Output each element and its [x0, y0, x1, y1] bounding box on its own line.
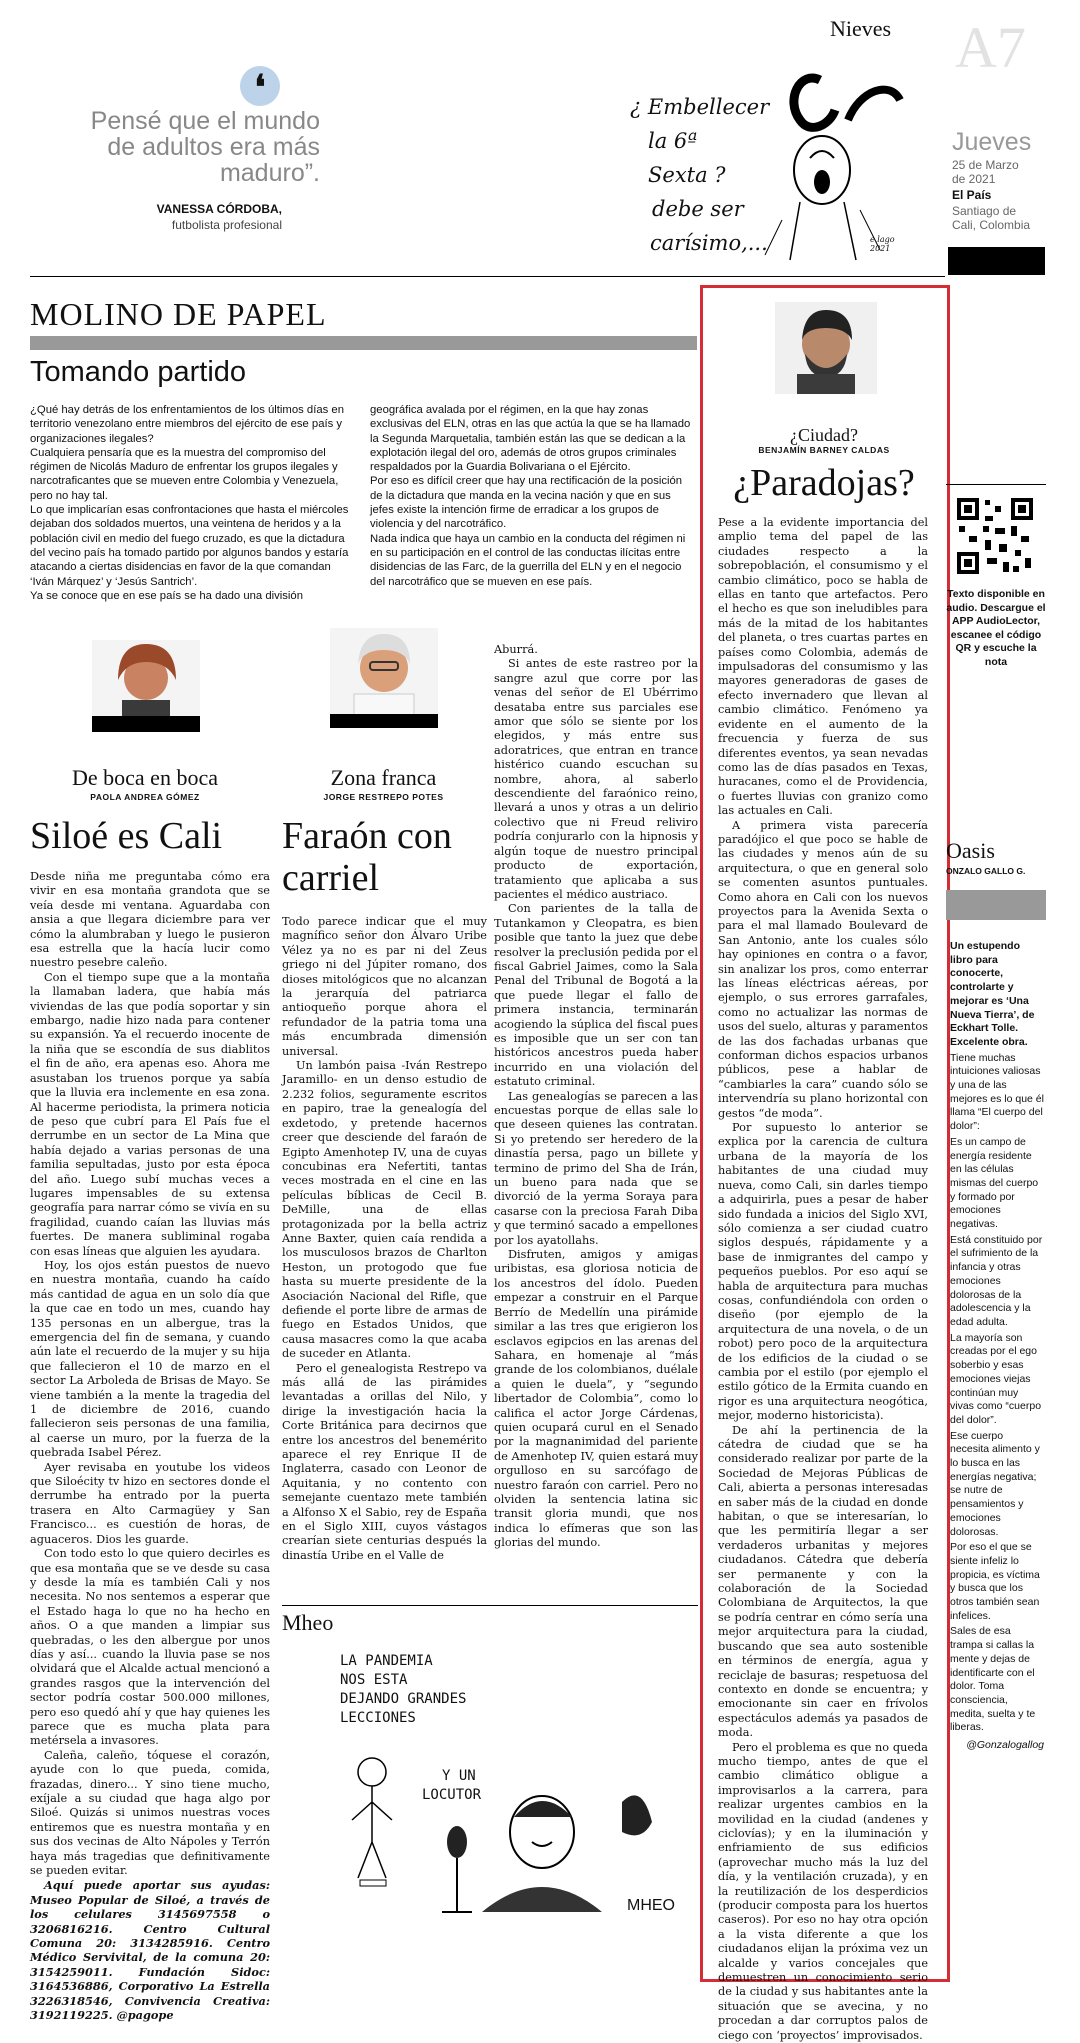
author-photo-barney	[775, 302, 877, 394]
portrait-bearded-man-icon	[775, 302, 877, 394]
editorial-title: Tomando partido	[30, 356, 247, 388]
headline-siloe: Siloé es Cali	[30, 815, 223, 857]
author-gallo: ONZALO GALLO G.	[946, 866, 1026, 876]
cartoon-nieves	[560, 60, 940, 270]
author-barney: BENJAMÍN BARNEY CALDAS	[758, 445, 890, 455]
header-rule	[30, 276, 945, 277]
oasis-gray-bar	[946, 890, 1046, 920]
article-paradojas-body: Pese a la evidente importancia del amplio tema del papel de las ciudades respecto a la sobrepoblación, el consumismo y el cambio climático, poco se habla de ellas en tanto que artefactos. Pero el hecho es que son ineludibles para más de la mitad de los habitantes del planeta, o tres cuartas partes en países como Colombia, además de impulsadoras del consumismo y las mayores generadoras de gases de efecto invernadero que llevan al cambio climático. Fenómeno ya evidente en el aumento de la frecuencia y fuerza de sus diferentes eventos, ya sean nevadas como las de días pasados en Texas, huracanes, como el de Providencia, o fuertes lluvias con granizo como las actuales en Cali. A primera vista parecería paradójico el que poco se hable de las ciudades y menos aún de su arquitectura, o que en general solo se comenten asuntos puntuales. Como ahora en Cali con los nuevos proyectos para la Avenida Sexta o para el mal llamado Boulevard de San Antonio, ante los cuales sólo hay opiniones en contra o a favor, sin analizar los pros, como enterrar las líneas eléctricas aéreas, por ejemplo, o sus errores garrafales, como no actualizar las normas de usos del suelo, alturas y paramentos de las dos fachadas urbanas que conforman dichos espacios urbanos públicos, pese a hablar de “cambiarles la cara” cuando sólo se intervendría su plano horizontal con gestos “de moda”. Por supuesto lo anterior se explica por la carencia de cultura urbana de la mayoría de los habitantes de una ciudad muy nueva, como Cali, sin darles tiempo a adquirirla, pues a pesar de haber sido fundada a inicios del Siglo XVI, sólo comienza a ser ciudad cuatro siglos después, rápidamente y a base de inmigrantes del campo y pequeños pueblos. Por eso aquí se habla de arquitectura para muchas cosas, confundiéndola con orden o diseño (por ejemplo de la arquitectura de una novela, o de un robot) pero poco de la arquitectura de los edificios de la ciudad o se cambia por el estilo (por ejemplo el estilo gótico de la Ermita cuando en rigor es una arquitectura neogótica, mejor, moderno historicista). De ahí la pertinencia de la cátedra de ciudad que se ha considerado realizar por parte de la Sociedad de Mejoras Públicas de Cali, abierta a personas interesadas en saber más de la ciudad en donde habitan, o que se interesarían, lo que les permitiría llegar a ser verdaderos urbanitas y mejores ciudadanos. Cátedra que debería ser permanente y con la colaboración de la Sociedad Colombiana de Arquitectos, la que se podría centrar en cómo sería una mejor arquitectura para la ciudad, buscando que sea auto sostenible en términos de energía, agua y reciclaje de basuras; respetuosa del contexto en donde se encuentra; y emocionante sin caer en frívolos espectáculos además ya pasados de moda. Pero el problema es que no queda mucho tiempo, antes de que el cambio climático obligue a improvisarlos a la carrera, para realizar urgentes cambios en la movilidad en la ciudad (andenes y ciclovías); y en la iluminación y enfriamiento de sus edificios (aprovechar mucho más la luz del día, y la ventilación cruzada), y en la reutilización de los desperdicios (producir composta para los huertos caseros). Por eso no hay otra opción a la vista diferente a que los ciudadanos elijan la próxima vez un alcalde y varios concejales que demuestren un conocimiento serio de la ciudad y sus habitantes ante la situación que se avecina, y no procedan a dar corruptos palos de ciego con ‘proyectos’ improvisados.	[718, 516, 928, 2042]
author-photo-gomez	[92, 640, 200, 732]
column-name-ciudad: ¿Ciudad?	[790, 425, 858, 445]
city: Santiago de Cali, Colombia	[952, 204, 1031, 232]
author-photo-restrepo	[330, 628, 438, 728]
portrait-man-icon	[330, 628, 438, 728]
author-restrepo: JORGE RESTREPO POTES	[323, 792, 444, 802]
editorial-column-1: ¿Qué hay detrás de los enfrentamientos de los últimos días en territorio venezolano entre miembros del ejército de ese país y organizaciones ilegales? Cualquiera pensaría que es la muestra del compromiso del régimen de Nicolás Maduro de enfrentar los grupos ilegales y narcotraficantes que se mueven entre Colombia y Venezuela, pero no hay tal. Lo que implicarían esas confrontaciones que hasta el miércoles dejaban dos soldados muertos, una veintena de heridos y a la población civil en medio del fuego cruzado, es que la dictadura del vecino país ha tomado partido por algunos bandos y estaría atacando a ciertas disidencias en favor de la que comandan ‘Iván Márquez’ y ‘Jesús Santrich’. Ya se conoce que en ese país se ha dado una división	[30, 404, 349, 602]
section-gray-bar	[30, 336, 697, 350]
author-gomez: PAOLA ANDREA GÓMEZ	[90, 792, 200, 802]
column-name-zona-franca: Zona franca	[330, 765, 437, 790]
headline-faraon: Faraón con carriel	[282, 815, 452, 899]
column-name-oasis: Oasis	[946, 838, 995, 863]
cartoon-mheo-drawing	[282, 1642, 698, 1927]
audio-top-rule	[946, 484, 1046, 485]
headline-paradojas: ¿Paradojas?	[733, 462, 915, 504]
cartoon-mheo-title: Mheo	[282, 1610, 334, 1635]
article-faraon-body-2: Aburrá. Si antes de este rastreo por la sangre azul que corre por las venas del señor de El Ubérrimo desataba entre sus parciales ese amor que sólo se siente por los elegidos, y más entre sus adoratrices, que entran en trance histérico cuando escuchan su nombre, ahora, al saberlo descendiente del faraónico reino, llevará a unos y otras a un delirio colectivo que ni Freud reliviro podría conjurarlo con la hipnosis y algún toque de nuestro principal producto de exportación, tratamiento que aplicaba a sus pacientes el médico austriaco. Con parientes de la talla de Tutankamon y Cleopatra, es bien posible que tanto la juez que debe resolver la preclusión pedida por el fiscal Gabriel Jaimes, como la Sala Penal del Tribunal de Bogotá a la que puede llegar el fallo de primera instancia, terminarán acogiendo la súplica del fiscal pues es imposible que un ser con tan históricos ancestros pueda haber incurrido en una violación del estatuto criminal. Las genealogías se parecen a las encuestas porque de ellas sale lo que deseen quienes las contratan. Si yo pretendo ser heredero de la dinastía persa, pago un billete y termino de primo del Sha de Irán, un bueno para nada que se divorció de la yerma Soraya para casarse con la preciosa Farah Diba y que terminó sacado a empellones por los ayatollahs. Disfruten, amigos y amigas uribistas, esa gloriosa noticia de los ancestros del ídolo. Pueden empezar a construir en el Parque Berrío de Medellín una pirámide similar a las tres que erigieron los esclavos egipcios en las arenas del Sahara, en homenaje al “más grande de los colombianos, duélale a quien le duela”, y “segundo libertador de Colombia”, como lo califica el actor Jorge Cárdenas, quien ocupará curul en el Senado por la magnanimidad del pariente de Amenhotep IV, quien estará muy orgulloso en su sarcófago de nuestro faraón con carriel. Pero no olviden la sentencia latina sic transit gloria mundi, que nos indica lo efímeras que son las glorias del mundo.	[494, 643, 698, 1550]
cartoon-mheo	[282, 1642, 698, 1927]
publication-date: 25 de Marzo de 2021	[952, 158, 1019, 186]
photo-black-band	[92, 716, 200, 732]
editorial-column-2: geográfica avalada por el régimen, en la que hay zonas exclusivas del ELN, otras en las que actúa la que se ha llamado la Segunda Marquetalia, también están las que se dedican a la explotación ilegal del oro, además de otros grupos criminales respaldados por la Guardia Bolivariana o el Ejército. Por eso es difícil creer que hay una rectificación de la posición de la dictadura que manda en la vecina nación y que en sus jefes existe la intención firme de erradicar a los grupos de violencia y del narcotráfico. Nada indica que haya un cambio en la conducta del régimen ni en su participación en el control de las conductas ilícitas entre disidencias de las Farc, de la guerrilla del ELN y en el negocio del narcotráfico que se mueven en ese país.	[370, 404, 691, 588]
cartoon-mheo-speech-2: Y UN LOCUTOR	[422, 1768, 482, 1803]
quote-mark-icon: ❛	[240, 66, 280, 106]
pull-quote-author: VANESSA CÓRDOBA,	[156, 202, 282, 216]
pull-quote-role: futbolista profesional	[171, 218, 282, 232]
photo-black-band	[330, 714, 438, 728]
section-title: MOLINO DE PAPEL	[30, 296, 327, 332]
article-faraon-body-1: Todo parece indicar que el muy magnífico señor don Álvaro Uribe Vélez ya no es par ni del Zeus griego ni del Júpiter romano, dos dioses mitológicos que no alcanzan la jerarquía del patriarca antioqueño porque ahora el refundador de la patria toma una más encumbrada dimensión universal. Un lambón paisa -Iván Restrepo Jaramillo- en un denso estudio de 2.232 folios, seguramente escritos en papiro, trae la genealogía del exdetodo, y pretende hacernos creer que desciende del faraón de Egipto Amenhotep IV, una de cuyas concubinas era Nefertiti, tantas veces mostrada en el cine en las películas bíblicas de Cecil B. DeMille, una de ellas protagonizada por la bella actriz Anne Baxter, quien caía rendida a los musculosos brazos de Charlton Heston, un protogodo que fue hasta su muerte presidente de la Asociación Nacional del Rifle, que defiende el porte libre de armas de fuego en Estados Unidos, que causa masacres como la que acaba de suceder en Atlanta. Pero el genealogista Restrepo va más allá de las pirámides levantadas a orillas del Nilo, y dirige la investigación hacia la Corte Británica para decirnos que entre los ancestros del benemérito aparece el rey Enrique II de Inglaterra, casado con Leonor de Aquitania, y no contento con semejante cuentazo mete también a Alfonso X el Sabio, rey de España en el Siglo XIII, cuyos vástagos crearían siete centurias después la dinastía Uribe en el Valle de	[282, 915, 487, 1562]
pull-quote-text: Pensé que el mundo de adultos era más maduro”.	[90, 107, 320, 187]
qr-code-icon[interactable]	[955, 496, 1035, 576]
cartoon-title: Nieves	[830, 16, 892, 41]
article-siloe-body: Desde niña me preguntaba cómo era vivir en esa montaña grandota que se veía desde mi ventana. Aguardaba con ansia a que llegara diciembre para ver cómo la alumbraban y luego le pusieron esa estrella que la hacía lucir como nuestro pesebre caleño. Con el tiempo supe que a la montaña la llamaban ladera, que había más viviendas de las que podía soportar y sin embargo, nadie hizo nada para contener su expansión. Ya el recuerdo inocente de la niña que se escondía de sus diablitos el fin de año, era apenas eso. Ahora me asustaban los truenos porque ya sabía que la lluvia era inclemente en esa zona. Al hacerme periodista, la primera noticia de peso que cubrí para El País fue el derrumbe en un sector de La Mina que había dejado a varias personas de una familia sepultadas, justo por esta época del año. Luego subí muchas veces a lugares impensables de su extensa geografía para narrar cómo se vivía en su fragilidad, cuando caían las lluvias más fuertes. De manera subliminal rogaba con esas líneas que alguien les ayudara. Hoy, los ojos están puestos de nuevo en nuestra montaña, cuando ha caído más cantidad de agua en un solo día que la que cae en todo un mes, cuando hay 135 personas en un albergue, tras la emergencia del fin de semana, y cuando aún late el recuerdo de la mujer y su hija que fallecieron el 10 de marzo en el sector La Arboleda de Brisas de Mayo. Se viene también a la mente la tragedia del 1 de diciembre de 2016, cuando fallecieron seis personas de una familia, al caerse un muro, por la fuerza de la quebrada Isabel Pérez. Ayer revisaba en youtube los videos que Siloécity tv hizo en sectores donde el derrumbe ha entrado por la puerta trasera en Alto Carmagüey y San Francisco... es cuestión de horas, de aguaceros. Dios les guarde. Con todo esto lo que quiero decirles es que esa montaña que se ve desde su casa y desde la mía es también Cali y nos necesita. No nos sentemos a esperar que el Estado haga lo que no ha hecho en años. O a que manden a limpiar sus quebradas, o les den albergue por unos días y así... cuando la lluvia pase se nos olvidará que el Alcalde actual mencionó a grandes rasgos que la intervención del sector podría costar 500.000 millones, pero eso quedó ahí y que hay quienes les parece que es mucha plata para metérsela a invasores. Caleña, caleño, tóquese el corazón, ayude con lo que pueda, comida, frazadas, dinero... Y sino tiene mucho, exíjale a su ciudad que haga algo por Siloé. Quizás si unimos nuestras voces entiremos que es nuestra montaña y en sus dos vecinas de Alto Nápoles y Terrón haya más tragedias que definitivamente se pueden evitar. Aquí puede aportar sus ayudas: Museo Popular de Siloé, a través de los celulares 3145697558 o 3206816216. Centro Cultural Comuna 20: 3134285916. Centro Médico Servivital, de la comuna 20: 3154259011. Fundación Sidoc: 3164536886, Corporativo La Estrella 3226318546, Convivencia Creativa: 3192119225. @pagope	[30, 870, 270, 2023]
cartoon-mheo-rule	[282, 1605, 698, 1606]
day-of-week: Jueves	[952, 128, 1032, 156]
cartoon-mheo-signature: MHEO	[627, 1897, 675, 1914]
header-black-bar	[948, 247, 1045, 275]
page-number: A7	[955, 15, 1026, 80]
cartoon-mheo-speech-1: LA PANDEMIA NOS ESTA DEJANDO GRANDES LECCIONES	[340, 1653, 467, 1726]
cartoon-handwriting: ¿ Embellecer la 6ª Sexta ? debe ser carísimo,...	[630, 95, 770, 255]
cartoon-signature: e.lago 2021	[870, 235, 895, 253]
audio-note: Texto disponible en audio. Descargue el APP AudioLector, escanee el código QR y escuche la nota	[946, 588, 1046, 668]
column-name-de-boca-en-boca: De boca en boca	[72, 765, 218, 790]
oasis-body: Un estupendo libro para conocerte, controlarte y mejorar es ‘Una Nueva Tierra’, de Eckhart Tolle. Excelente obra. Tiene muchas intuiciones valiosas y una de las mejores es lo que él llama “El cuerpo del dolor”: Es un campo de energía residente en las células mismas del cuerpo y formado por emociones negativas. Está constituido por el sufrimiento de la infancia y otras emociones dolorosas de la adolescencia y la edad adulta. La mayoría son creadas por el ego soberbio y esas emociones viejas continúan muy vivas como “cuerpo del dolor”. Ese cuerpo necesita alimento y lo busca en las energías negativa; se nutre de pensamientos y emociones dolorosas. Por eso el que se siente infeliz lo propicia, es víctima y busca que los otros también sean infelices. Sales de esa trampa si callas la mente y dejas de identificarte con el dolor. Toma consciencia, medita, suelta y te liberas. @Gonzalogallog	[950, 940, 1044, 1752]
paper-name: El País	[952, 188, 992, 202]
